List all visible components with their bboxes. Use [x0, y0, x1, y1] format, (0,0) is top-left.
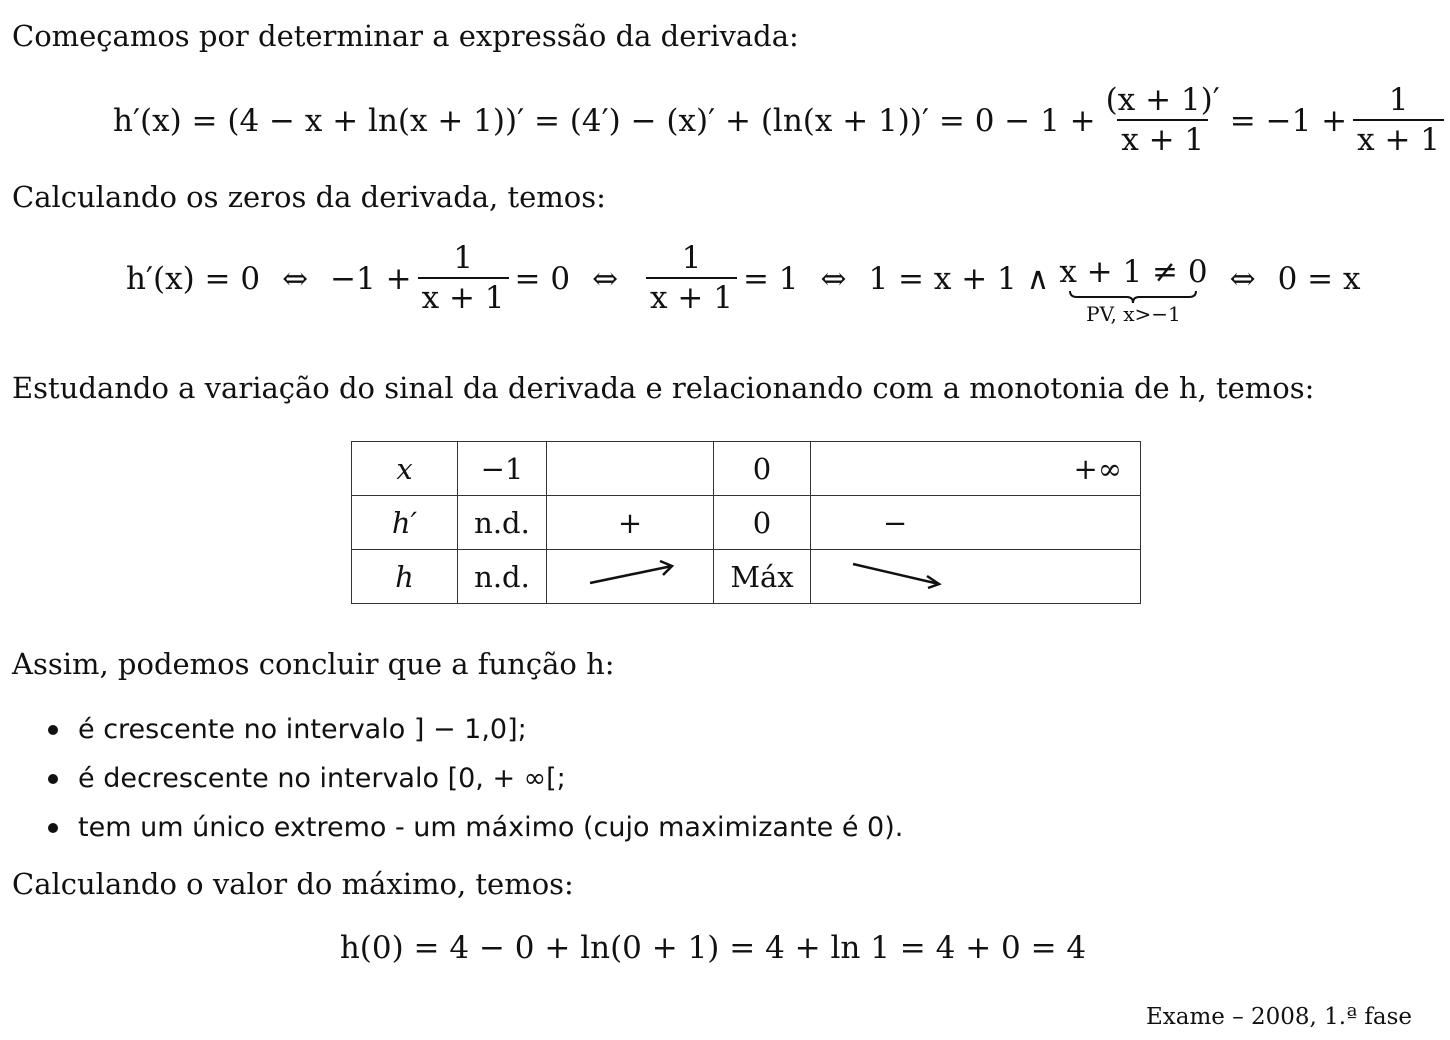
- bullet-icon: [48, 823, 58, 833]
- iff-symbol: ⇔: [1229, 260, 1256, 297]
- table-cell: n.d.: [458, 496, 547, 550]
- table-cell: [811, 550, 1141, 604]
- table-row-function: [352, 550, 1141, 604]
- max-text: Calculando o valor do máximo, temos:: [12, 867, 574, 901]
- table-row-derivative: [352, 496, 1141, 550]
- table-cell: [547, 442, 714, 496]
- zeros-fraction-1: [418, 240, 509, 318]
- zeros-equation: [126, 240, 1361, 326]
- zeros-c: = 0: [514, 260, 571, 297]
- zeros-fraction-2-numerator: 1: [681, 240, 702, 276]
- list-item: [48, 803, 903, 852]
- zeros-fraction-1-denominator: x + 1: [418, 277, 509, 318]
- increasing-arrow-icon: [580, 558, 680, 588]
- iff-symbol: ⇔: [820, 260, 847, 297]
- table-cell: Máx: [714, 550, 811, 604]
- zeros-e: 1 = x + 1 ∧: [868, 260, 1050, 297]
- fraction-2-numerator: 1: [1388, 82, 1409, 118]
- table-cell: 0: [714, 496, 811, 550]
- list-item-text: tem um único extremo - um máximo (cujo maximizante é 0).: [78, 812, 904, 843]
- variation-table: [351, 441, 1141, 604]
- fraction-2: [1353, 82, 1444, 160]
- zeros-fraction-1-numerator: 1: [453, 240, 473, 276]
- conclusion-text: Assim, podemos concluir que a função h:: [12, 647, 615, 681]
- conclusion-list: [48, 705, 903, 852]
- iff-symbol: ⇔: [592, 260, 619, 297]
- table-row-x: [352, 442, 1141, 496]
- fraction-1-numerator: (x + 1)′: [1105, 82, 1220, 118]
- derivative-lhs: h′(x) = (4 − x + ln(x + 1))′ = (4′) − (x)′ + (ln(x + 1))′ = 0 − 1 +: [113, 102, 1096, 139]
- zeros-b: −1 +: [330, 260, 412, 297]
- list-item-text: é decrescente no intervalo [0, + ∞[;: [78, 763, 566, 794]
- table-cell: h′: [352, 496, 458, 550]
- underbrace-group: [1059, 253, 1208, 326]
- underbrace-expression: x + 1 ≠ 0: [1059, 253, 1208, 290]
- list-item: [48, 754, 903, 803]
- source-label: Exame – 2008, 1.ª fase: [1146, 1004, 1412, 1030]
- zeros-fraction-2-denominator: x + 1: [646, 277, 737, 318]
- table-cell: x: [352, 442, 458, 496]
- fraction-1-denominator: x + 1: [1117, 119, 1208, 160]
- table-cell: [547, 550, 714, 604]
- table-cell: n.d.: [458, 550, 547, 604]
- fraction-1: [1102, 82, 1224, 160]
- table-cell: 0: [714, 442, 811, 496]
- table-cell: h: [352, 550, 458, 604]
- iff-symbol: ⇔: [282, 260, 309, 297]
- derivative-mid: = −1 +: [1229, 102, 1348, 139]
- zeros-d: = 1: [742, 260, 799, 297]
- table-cell: −1: [458, 442, 547, 496]
- bullet-icon: [48, 774, 58, 784]
- zeros-lhs: h′(x) = 0: [126, 260, 261, 297]
- bullet-icon: [48, 725, 58, 735]
- derivative-equation: [113, 82, 1450, 160]
- intro-text: Começamos por determinar a expressão da derivada:: [12, 19, 799, 53]
- zeros-result: 0 = x: [1277, 260, 1361, 297]
- decreasing-arrow-icon: [847, 556, 947, 590]
- zeros-text: Calculando os zeros da derivada, temos:: [12, 180, 606, 214]
- zeros-fraction-2: [646, 240, 737, 318]
- table-cell: +: [547, 496, 714, 550]
- study-text: Estudando a variação do sinal da derivada e relacionando com a monotonia de h, temos:: [12, 371, 1315, 405]
- table-cell: −: [811, 496, 1141, 550]
- underbrace-label: PV, x>−1: [1086, 301, 1181, 326]
- list-item: [48, 705, 903, 754]
- max-equation: h(0) = 4 − 0 + ln(0 + 1) = 4 + ln 1 = 4 + 0 = 4: [339, 930, 1087, 966]
- list-item-text: é crescente no intervalo ] − 1,0];: [78, 714, 527, 745]
- fraction-2-denominator: x + 1: [1353, 119, 1444, 160]
- table-cell: +∞: [811, 442, 1141, 496]
